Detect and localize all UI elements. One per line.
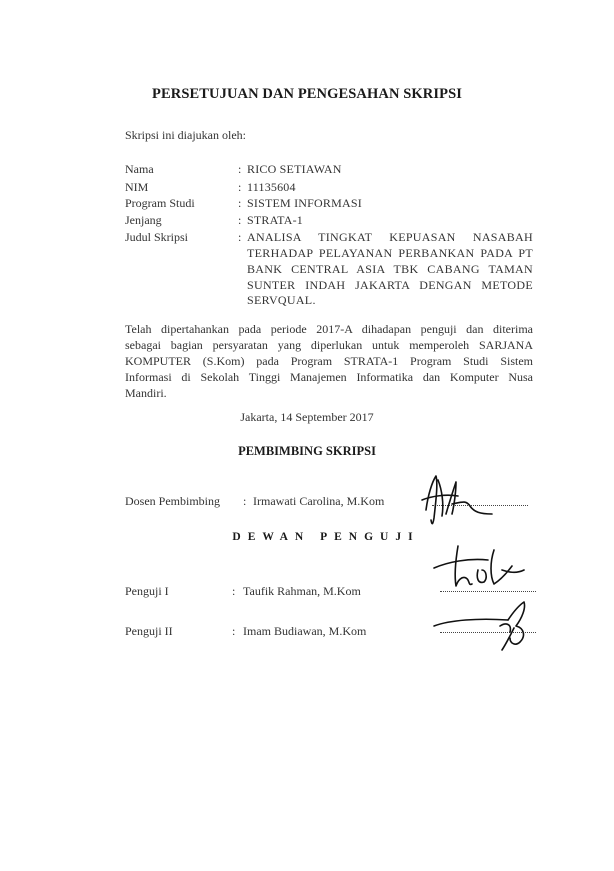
field-colon: : bbox=[238, 162, 242, 176]
dewan-penguji-heading: DEWAN PENGUJI bbox=[232, 531, 420, 543]
field-label: Nama bbox=[125, 162, 154, 176]
penguji-2-name: Imam Budiawan, M.Kom bbox=[243, 624, 367, 638]
field-value: 11135604 bbox=[247, 180, 296, 194]
intro-text: Skripsi ini diajukan oleh: bbox=[125, 128, 246, 142]
field-value: SISTEM INFORMASI bbox=[247, 196, 362, 210]
penguji-2-signature bbox=[430, 598, 540, 654]
field-colon: : bbox=[238, 213, 242, 227]
field-value: STRATA-1 bbox=[247, 213, 303, 227]
paragraph-line: sebagai bagian persyaratan yang diperlukan untuk memperoleh SARJANA bbox=[125, 338, 533, 352]
paragraph-line: KOMPUTER (S.Kom) pada Program STRATA-1 Program Studi Sistem bbox=[125, 354, 533, 368]
penguji-2-colon: : bbox=[232, 624, 236, 638]
pembimbing-name: Irmawati Carolina, M.Kom bbox=[253, 494, 385, 508]
field-value: RICO SETIAWAN bbox=[247, 162, 342, 176]
penguji-1-name: Taufik Rahman, M.Kom bbox=[243, 584, 361, 598]
field-label: NIM bbox=[125, 180, 149, 194]
thesis-title-line: SUNTER INDAH JAKARTA DENGAN METODE bbox=[247, 278, 533, 292]
thesis-title-line: SERVQUAL. bbox=[247, 293, 316, 307]
thesis-title-line: ANALISA TINGKAT KEPUASAN NASABAH bbox=[247, 230, 533, 244]
penguji-2-label: Penguji II bbox=[125, 624, 173, 638]
paragraph-line: Mandiri. bbox=[125, 386, 167, 400]
field-label: Judul Skripsi bbox=[125, 230, 189, 244]
thesis-title-line: TERHADAP PELAYANAN PERBANKAN PADA PT bbox=[247, 246, 533, 260]
field-label: Jenjang bbox=[125, 213, 162, 227]
field-colon: : bbox=[238, 180, 242, 194]
pembimbing-heading: PEMBIMBING SKRIPSI bbox=[238, 444, 376, 458]
thesis-title-line: BANK CENTRAL ASIA TBK CABANG TAMAN bbox=[247, 262, 533, 276]
pembimbing-signature bbox=[418, 470, 513, 530]
place-date: Jakarta, 14 September 2017 bbox=[240, 410, 374, 424]
paragraph-line: Informasi di Sekolah Tinggi Manajemen Informatika dan Komputer Nusa bbox=[125, 370, 533, 384]
penguji-1-label: Penguji I bbox=[125, 584, 169, 598]
paragraph-line: Telah dipertahankan pada periode 2017-A dihadapan penguji dan diterima bbox=[125, 322, 533, 336]
pembimbing-label: Dosen Pembimbing bbox=[125, 494, 220, 508]
penguji-1-signature bbox=[428, 540, 528, 595]
document-title: PERSETUJUAN DAN PENGESAHAN SKRIPSI bbox=[152, 86, 462, 102]
field-colon: : bbox=[238, 196, 242, 210]
penguji-1-colon: : bbox=[232, 584, 236, 598]
pembimbing-colon: : bbox=[243, 494, 247, 508]
field-label: Program Studi bbox=[125, 196, 195, 210]
field-colon: : bbox=[238, 230, 242, 244]
